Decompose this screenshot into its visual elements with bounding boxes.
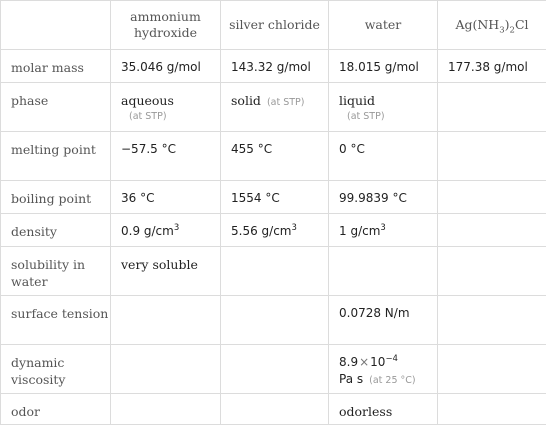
cell-phase-water (329, 83, 438, 132)
cell-boiling-water: 99.9839 °C (329, 181, 438, 214)
cell-melting-silver: 455 °C (221, 132, 329, 181)
cell-boiling-silver: 1554 °C (221, 181, 329, 214)
phase-value: solid (231, 93, 261, 108)
cell-melting-ammonium: −57.5 °C (111, 132, 221, 181)
cell-surface-silver (221, 296, 329, 345)
cell-viscosity-compound (438, 345, 546, 394)
table-row (1, 296, 546, 345)
cell-melting-water: 0 °C (329, 132, 438, 181)
phase-note: (at STP) (129, 111, 167, 122)
cell-odor-compound (438, 394, 546, 425)
header-compound (438, 1, 546, 50)
compound-formula: $Ag(NH_3)_2Cl$ (455, 17, 529, 36)
cell-odor-silver (221, 394, 329, 425)
phase-value: aqueous (121, 93, 174, 108)
row-label-density: density (1, 214, 111, 247)
cell-solubility-compound (438, 247, 546, 296)
cell-phase-silver (221, 83, 329, 132)
cell-odor-water: odorless (329, 394, 438, 425)
phase-value: liquid (339, 93, 376, 108)
cell-surface-compound (438, 296, 546, 345)
header-empty (1, 1, 111, 50)
cell-phase-compound (438, 83, 546, 132)
cell-surface-ammonium (111, 296, 221, 345)
cell-boiling-compound (438, 181, 546, 214)
cell-melting-compound (438, 132, 546, 181)
cell-molar-mass-ammonium: 35.046 g/mol (111, 50, 221, 83)
cell-molar-mass-compound: 177.38 g/mol (438, 50, 546, 83)
table-row (1, 50, 546, 83)
cell-viscosity-silver (221, 345, 329, 394)
row-label-dynamic-viscosity: dynamic viscosity (1, 345, 111, 394)
row-label-solubility: solubility in water (1, 247, 111, 296)
cell-density-water: 1 $g/cm^3$ (329, 214, 438, 247)
cell-molar-mass-silver: 143.32 g/mol (221, 50, 329, 83)
row-label-molar-mass: molar mass (1, 50, 111, 83)
cell-viscosity-water: $8.9\times 10^{-4}$ Pa s (at 25 °C) (329, 345, 438, 394)
cell-phase-ammonium (111, 83, 221, 132)
cell-density-ammonium: 0.9 $g/cm^3$ (111, 214, 221, 247)
row-label-odor: odor (1, 394, 111, 425)
cell-odor-ammonium (111, 394, 221, 425)
table-row (1, 214, 546, 247)
table-row (1, 181, 546, 214)
cell-solubility-water (329, 247, 438, 296)
phase-note: (at STP) (347, 111, 385, 122)
table-row (1, 394, 546, 425)
phase-note: (at STP) (266, 97, 305, 108)
header-row (1, 1, 546, 50)
table-row (1, 132, 546, 181)
table-row (1, 247, 546, 296)
header-ammonium-hydroxide: ammonium hydroxide (111, 1, 221, 50)
cell-surface-water: 0.0728 N/m (329, 296, 438, 345)
header-silver-chloride: silver chloride (221, 1, 329, 50)
cell-viscosity-ammonium (111, 345, 221, 394)
cell-boiling-ammonium: 36 °C (111, 181, 221, 214)
cell-solubility-ammonium: very soluble (111, 247, 221, 296)
cell-density-silver: 5.56 $g/cm^3$ (221, 214, 329, 247)
table-row (1, 345, 546, 394)
row-label-surface-tension: surface tension (1, 296, 111, 345)
cell-density-compound (438, 214, 546, 247)
table-row (1, 83, 546, 132)
cell-molar-mass-water: 18.015 g/mol (329, 50, 438, 83)
cell-solubility-silver (221, 247, 329, 296)
row-label-melting-point: melting point (1, 132, 111, 181)
row-label-phase: phase (1, 83, 111, 132)
row-label-boiling-point: boiling point (1, 181, 111, 214)
header-water: water (329, 1, 438, 50)
